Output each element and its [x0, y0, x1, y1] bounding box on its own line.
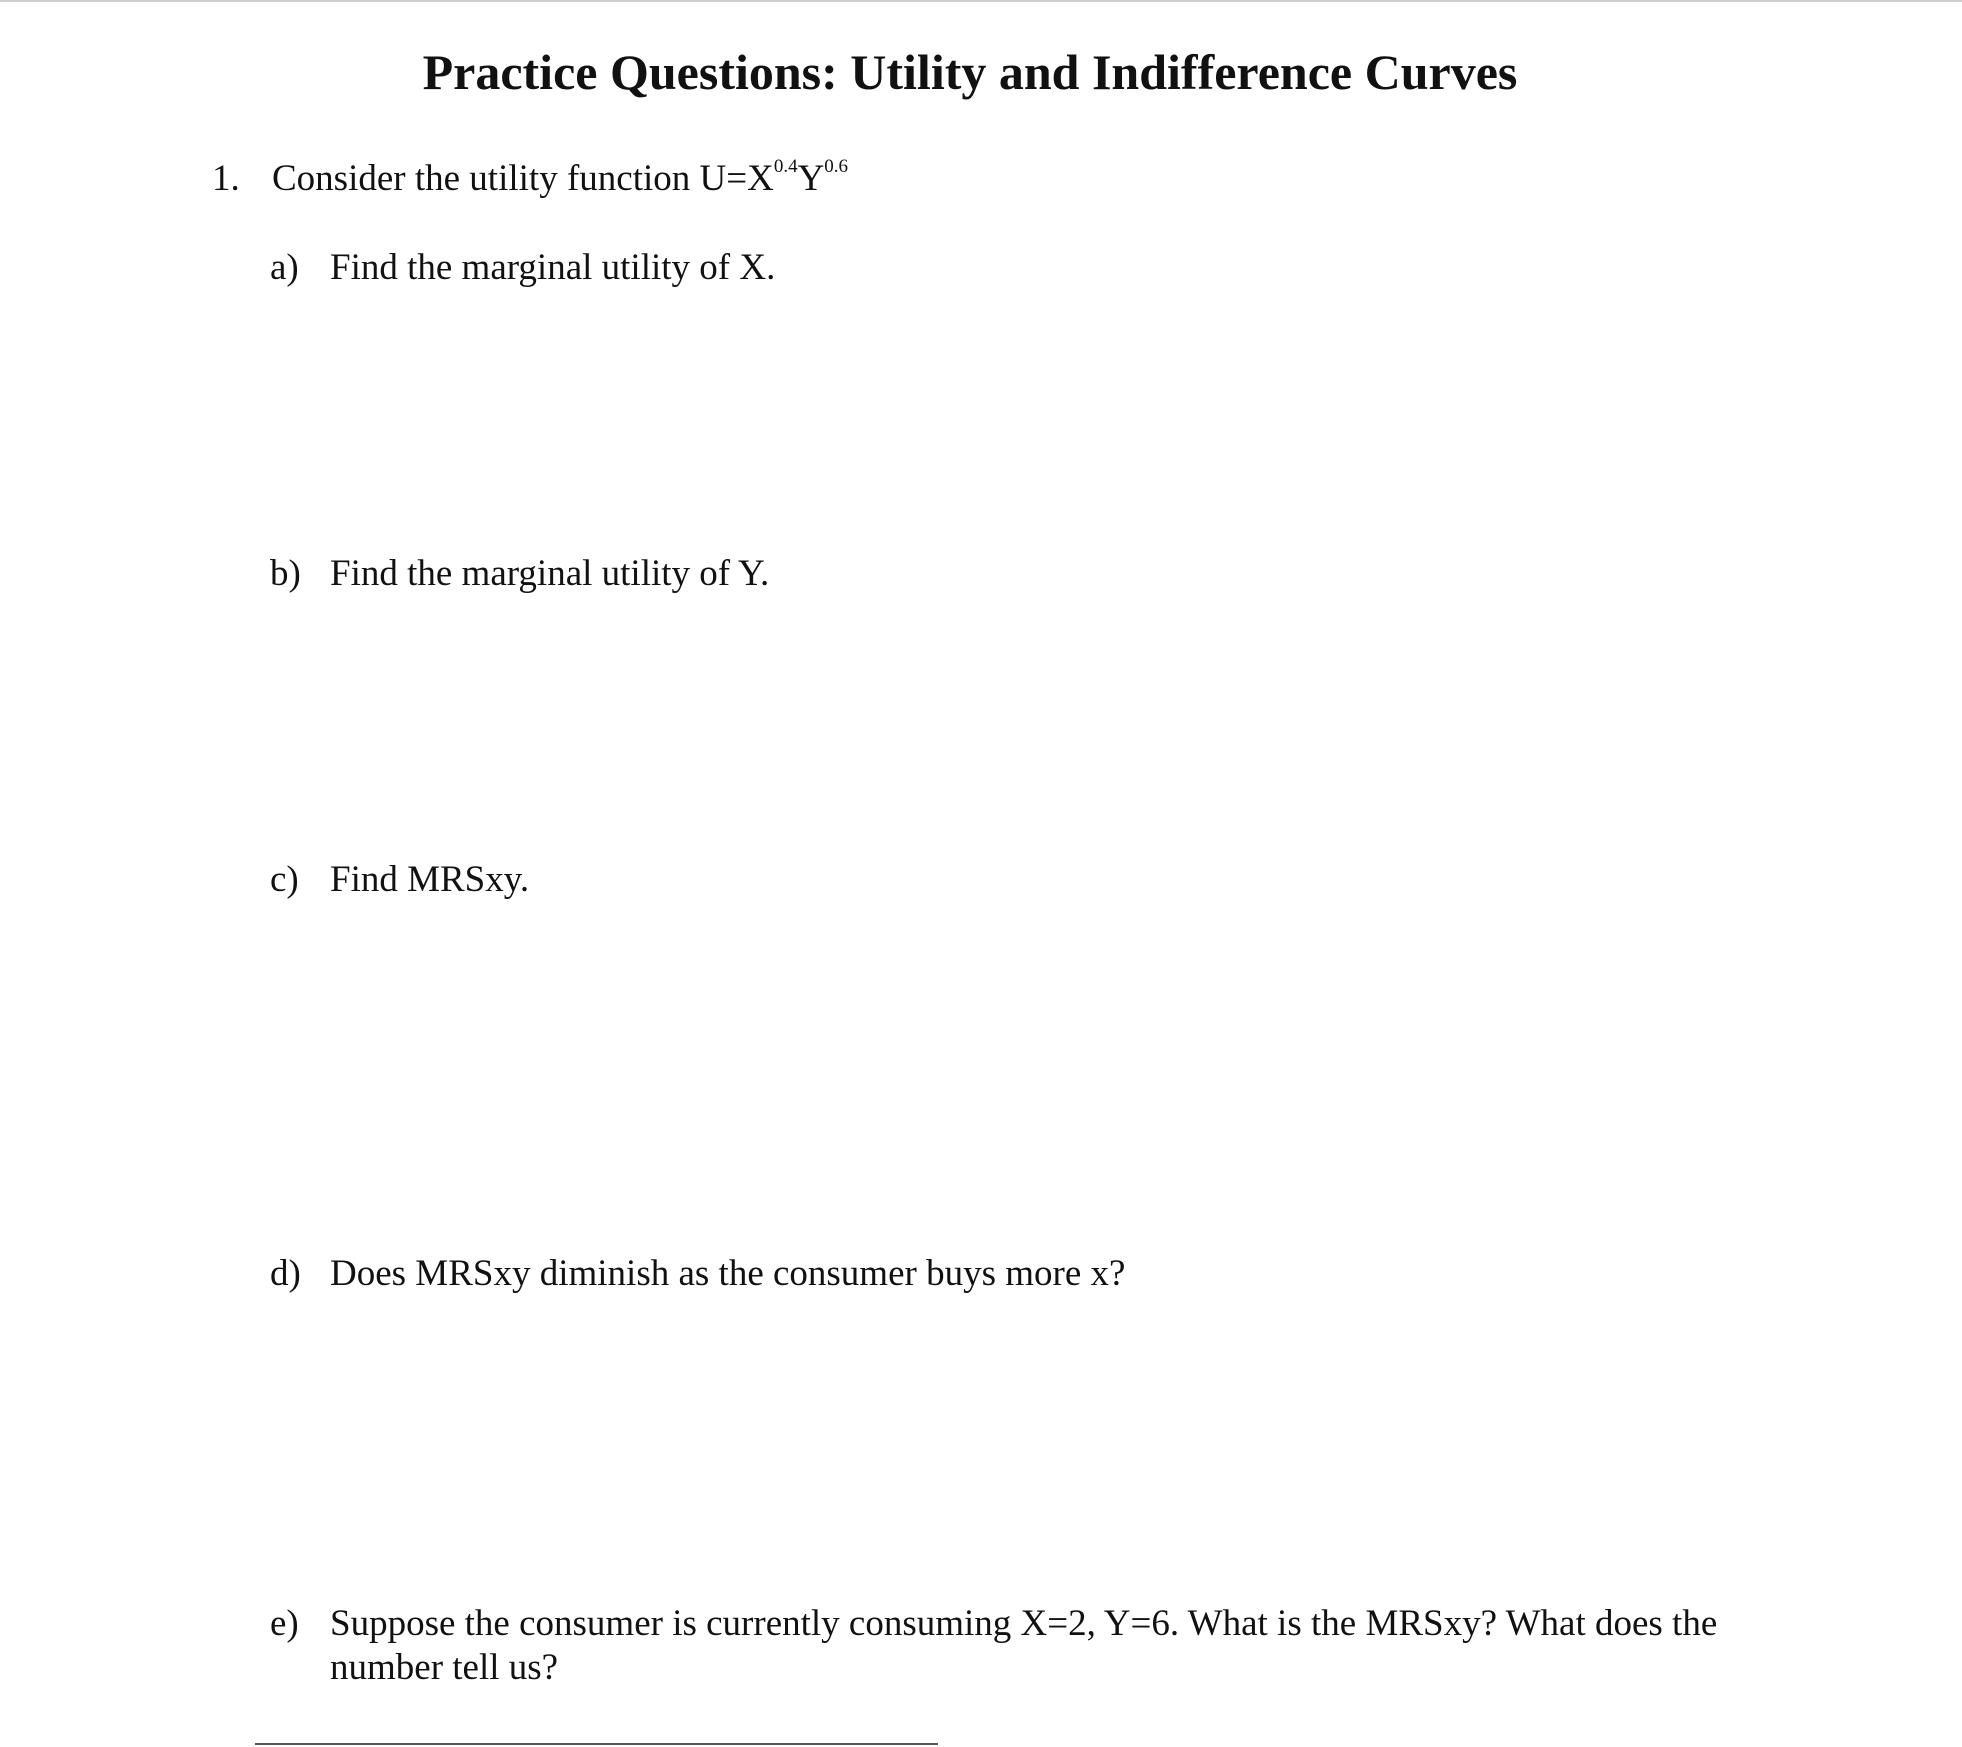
- part-d: [270, 1252, 1125, 1296]
- exponent-x: 0.4: [773, 156, 798, 177]
- question-prefix: Consider the utility function U=X: [272, 158, 774, 199]
- exponent-y: 0.6: [824, 156, 849, 177]
- footnote-divider: [255, 1743, 938, 1745]
- part-text: Find the marginal utility of Y.: [330, 553, 770, 594]
- page-title: Practice Questions: Utility and Indifference Curves: [422, 44, 1518, 100]
- part-label: c): [270, 859, 299, 900]
- part-text: Suppose the consumer is currently consuming X=2, Y=6. What is the MRSxy? What does the number tell us?: [330, 1603, 1718, 1688]
- variable-y: Y: [797, 158, 825, 199]
- part-label: e): [270, 1603, 299, 1644]
- question-number: 1.: [212, 158, 240, 199]
- part-a: [270, 246, 775, 290]
- part-b: [270, 552, 769, 596]
- part-label: a): [270, 247, 299, 288]
- part-text: Find the marginal utility of X.: [330, 247, 776, 288]
- part-label: b): [270, 553, 301, 594]
- top-divider: [0, 0, 1962, 2]
- part-text: Find MRSxy.: [330, 859, 530, 900]
- question-text: [272, 156, 848, 202]
- part-c: [270, 858, 529, 902]
- part-text: Does MRSxy diminish as the consumer buys more x?: [330, 1253, 1126, 1294]
- part-label: d): [270, 1253, 301, 1294]
